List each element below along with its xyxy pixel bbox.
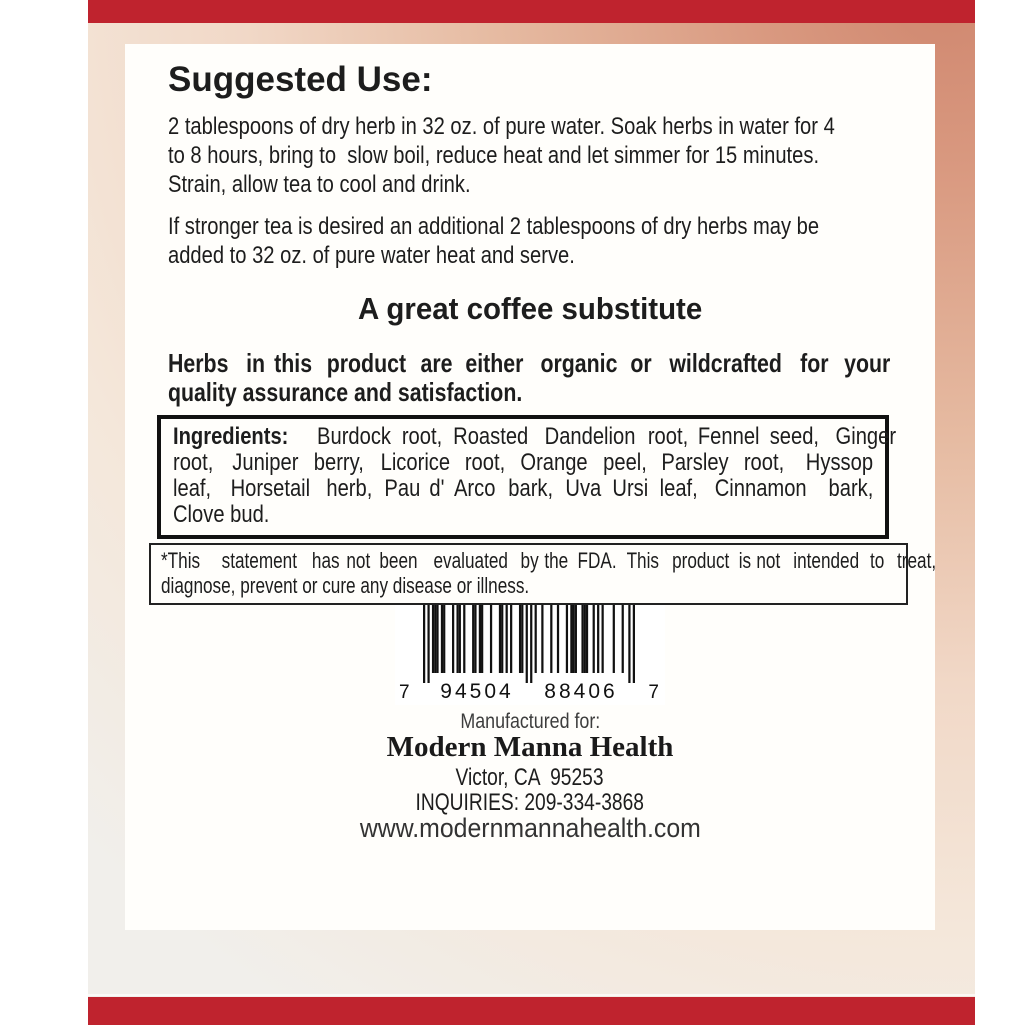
quality-statement: Herbs in this product are either organic or wildcrafted for your quality assurance and satisfaction. <box>168 348 890 407</box>
website-url: www.modernmannahealth.com <box>359 813 701 843</box>
barcode-right-digit: 7 <box>648 682 659 703</box>
back-label <box>88 0 975 1025</box>
tagline-text: A great coffee substitute <box>357 291 703 326</box>
manufactured-for-label: Manufactured for: <box>460 710 600 733</box>
stronger-tea-paragraph: If stronger tea is desired an additional 2 tablespoons of dry herbs may be added to 32 oz. of pure water heat and serve. <box>168 213 820 269</box>
tagline-heading <box>125 291 935 327</box>
suggested-use-heading <box>168 60 433 100</box>
usage-directions-paragraph: 2 tablespoons of dry herb in 32 oz. of pure water. Soak herbs in water for 4 to 8 hours, bring to slow boil, reduce heat and let simmer for 15 minutes. Strain, allow tea to cool and drink. <box>168 113 835 198</box>
barcode-group2: 88406 <box>544 680 618 703</box>
bottom-red-bar <box>88 997 975 1025</box>
inquiries-phone: INQUIRIES: 209-334-3868 <box>415 789 645 816</box>
company-city: Victor, CA 95253 <box>455 764 604 791</box>
barcode-left-digit: 7 <box>399 682 410 703</box>
upc-barcode <box>395 605 665 705</box>
top-red-bar <box>88 0 975 23</box>
barcode-group1: 94504 <box>440 680 514 703</box>
ingredients-box: Ingredients: Burdock root, Roasted Dandelion root, Fennel seed, Ginger root, Juniper berry, Licorice root, Orange peel, Parsley root, Hyssop leaf, Horsetail herb, Pau d' Arco bark, Uva Ursi leaf, Cinnamon bark, Clove bud. <box>157 415 889 539</box>
company-name: Modern Manna Health <box>386 731 674 763</box>
fda-disclaimer-box: *This statement has not been evaluated by the FDA. This product is not intended to treat, diagnose, prevent or cure any disease or illness. <box>149 543 908 605</box>
barcode-bars <box>423 605 635 683</box>
suggested-use-heading-text: Suggested Use: <box>168 60 433 99</box>
label-panel <box>125 44 935 930</box>
